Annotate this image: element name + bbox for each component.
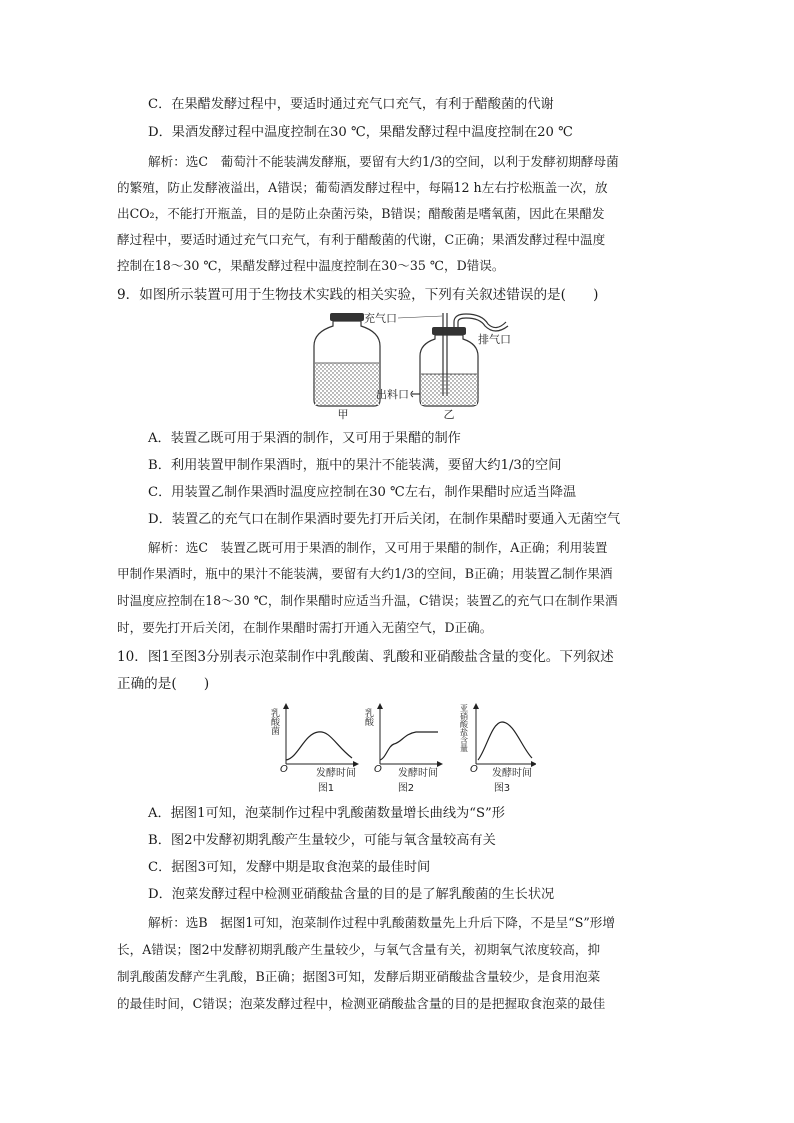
bottle-yi-liquid [421, 374, 477, 405]
q10-stem-line: 正确的是( ) [117, 676, 210, 692]
q10-option-a: A．据图1可知，泡菜制作过程中乳酸菌数量增长曲线为“S”形 [148, 806, 505, 821]
bottle-yi-cap [432, 327, 466, 335]
q10-explanation-line: 制乳酸菌发酵产生乳酸，B正确；据图3可知，发酵后期亚硝酸盐含量较少，是食用泡菜 [117, 969, 601, 984]
graph-2-xlabel: 发酵时间 [398, 768, 438, 779]
q10-option-b: B．图2中发酵初期乳酸产生量较少，可能与氧含量较高有关 [148, 833, 496, 848]
label-inlet: 充气口 [364, 312, 397, 325]
graph-3-origin: O [470, 764, 478, 775]
q9-explanation-line: 解析：选C 装置乙既可用于果酒的制作，又可用于果醋的制作，A正确；利用装置 [148, 540, 608, 555]
graph-2-ylabel: 乳酸 [363, 708, 373, 726]
q8-explanation-line: 控制在18～30 ℃，果醋发酵过程中温度控制在30～35 ℃，D错误。 [117, 258, 505, 273]
q9-option-c: C．用装置乙制作果酒时温度应控制在30 ℃左右，制作果醋时应适当降温 [148, 485, 577, 500]
q9-option-b: B．利用装置甲制作果酒时，瓶中的果汁不能装满，要留大约1/3的空间 [148, 458, 562, 473]
label-yi: 乙 [443, 408, 455, 420]
graph-1 [269, 704, 358, 794]
q8-explanation-line: 的繁殖，防止发酵液溢出，A错误；葡萄酒发酵过程中，每隔12 h左右拧松瓶盖一次，放 [117, 180, 608, 195]
q9-stem: 9．如图所示装置可用于生物技术实践的相关实验，下列有关叙述错误的是( ) [117, 287, 599, 303]
q10-graphs-figure [266, 700, 536, 796]
q8-explanation-line: 出CO₂，不能打开瓶盖，目的是防止杂菌污染，B错误；醋酸菌是嗜氧菌，因此在果醋发 [117, 206, 605, 221]
q9-option-a: A．装置乙既可用于果酒的制作，又可用于果醋的制作 [148, 431, 461, 446]
q10-stem-line: 10．图1至图3分别表示泡菜制作中乳酸菌、乳酸和亚硝酸盐含量的变化。下列叙述 [117, 649, 614, 665]
q9-explanation-line: 甲制作果酒时，瓶中的果汁不能装满，要留有大约1/3的空间，B正确；用装置乙制作果酒 [117, 566, 613, 581]
q10-option-d: D．泡菜发酵过程中检测亚硝酸盐含量的目的是了解乳酸菌的生长状况 [148, 887, 555, 902]
bottle-jia [314, 313, 380, 406]
q9-option-d: D．装置乙的充气口在制作果酒时要先打开后关闭，在制作果醋时要通入无菌空气 [148, 512, 621, 527]
graph-1-caption: 图1 [317, 783, 335, 794]
q8-explanation-line: 解析：选C 葡萄汁不能装满发酵瓶，要留有大约1/3的空间，以利于发酵初期酵母菌 [148, 154, 619, 169]
label-exhaust: 排气口 [478, 333, 511, 346]
q9-explanation-line: 时，要先打开后关闭，在制作果醋时需打开通入无菌空气，D正确。 [117, 620, 493, 635]
bottle-jia-cap [330, 313, 364, 321]
q8-option-c: C．在果醋发酵过程中，要适时通过充气口充气，有利于醋酸菌的代谢 [148, 97, 554, 112]
graph-3-xlabel: 发酵时间 [492, 768, 532, 779]
q10-explanation-line: 的最佳时间，C错误；泡菜发酵过程中，检测亚硝酸盐含量的目的是把握取食泡菜的最佳 [117, 996, 606, 1011]
graph-2 [363, 704, 442, 794]
q10-option-c: C．据图3可知，发酵中期是取食泡菜的最佳时间 [148, 860, 431, 875]
bottle-jia-liquid [315, 363, 379, 405]
graph-2-caption: 图2 [397, 783, 415, 794]
graph-3-ylabel: 亚硝酸盐含量 [459, 704, 469, 752]
q8-option-d: D．果酒发酵过程中温度控制在30 ℃，果醋发酵过程中温度控制在20 ℃ [148, 125, 573, 140]
graph-1-curve [286, 732, 352, 760]
label-jia: 甲 [337, 408, 349, 420]
q9-explanation-line: 时温度应控制在18～30 ℃，制作果醋时应适当升温，C错误；装置乙的充气口在制作果酒 [117, 593, 618, 608]
graph-3-curve [478, 722, 532, 760]
q8-explanation-line: 酵过程中，要适时通过充气口充气，有利于醋酸菌的代谢，C正确；果酒发酵过程中温度 [117, 232, 606, 247]
bottle-yi [411, 313, 508, 406]
q10-explanation-line: 长，A错误；图2中发酵初期乳酸产生量较少，与氧气含量有关，初期氧气浓度较高，抑 [117, 942, 601, 957]
graph-1-ylabel: 乳酸菌 [269, 708, 279, 735]
label-outlet: 出料口 [376, 388, 409, 401]
graph-2-origin: O [374, 764, 382, 775]
q10-explanation-line: 解析：选B 据图1可知，泡菜制作过程中乳酸菌数量先上升后下降，不是呈“S”形增 [148, 915, 615, 930]
graph-3-caption: 图3 [493, 783, 511, 794]
graph-1-xlabel: 发酵时间 [316, 768, 356, 779]
q9-apparatus-figure [300, 308, 530, 420]
graph-2-curve [380, 732, 438, 760]
graph-3 [459, 704, 537, 794]
graph-1-origin: O [280, 764, 288, 775]
